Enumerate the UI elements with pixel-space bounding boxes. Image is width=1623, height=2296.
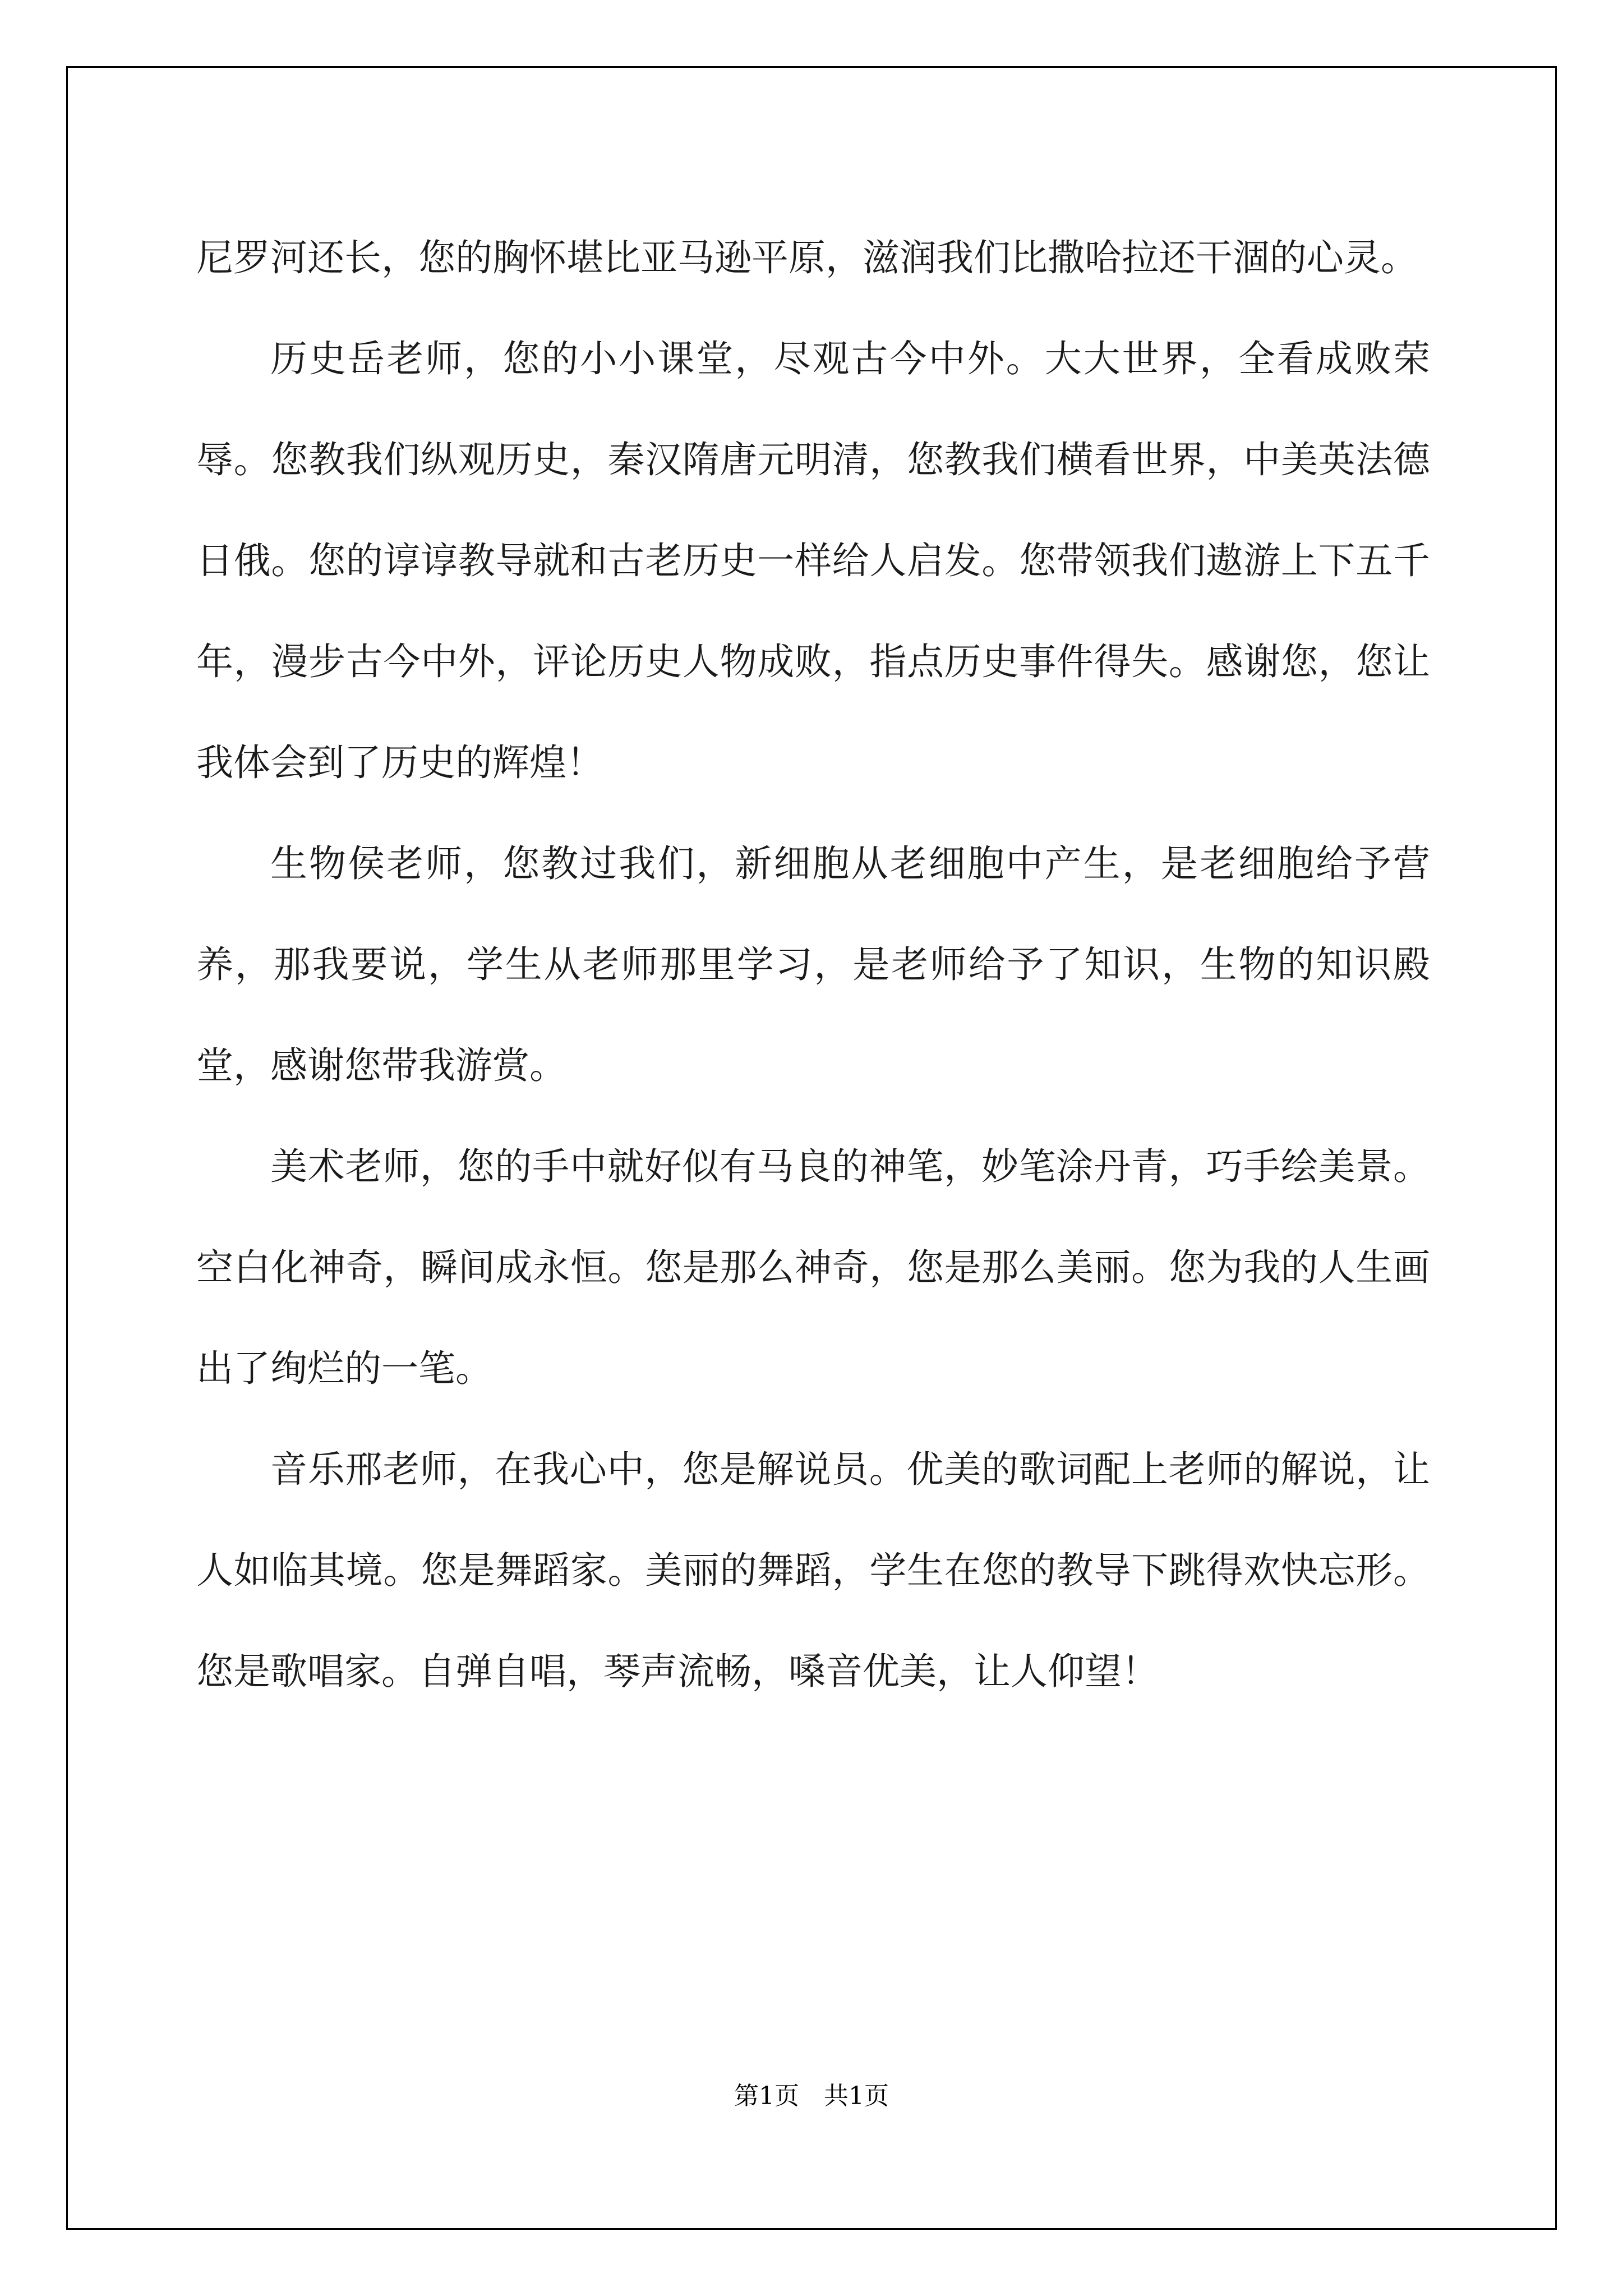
document-body — [196, 208, 1430, 1722]
paragraph-1: 尼罗河还长，您的胸怀堪比亚马逊平原，滋润我们比撒哈拉还干涸的心灵。 — [196, 236, 1418, 279]
paragraph-4: 美术老师，您的手中就好似有马良的神笔，妙笔涂丹青，巧手绘美景。空白化神奇，瞬间成永恒。您是那么神奇，您是那么美丽。您为我的人生画出了绚烂的一笔。 — [196, 1145, 1430, 1390]
paragraph-5: 音乐邢老师，在我心中，您是解说员。优美的歌词配上老师的解说，让人如临其境。您是舞蹈家。美丽的舞蹈，学生在您的教导下跳得欢快忘形。您是歌唱家。自弹自唱，琴声流畅，嗓音优美，让人仰望！ — [196, 1448, 1430, 1693]
paragraph-3: 生物侯老师，您教过我们，新细胞从老细胞中产生，是老细胞给予营养，那我要说，学生从老师那里学习，是老师给予了知识，生物的知识殿堂，感谢您带我游赏。 — [196, 842, 1430, 1087]
paragraph-2: 历史岳老师，您的小小课堂，尽观古今中外。大大世界，全看成败荣辱。您教我们纵观历史，秦汉隋唐元明清，您教我们横看世界，中美英法德日俄。您的谆谆教导就和古老历史一样给人启发。您带领我们遨游上下五千年，漫步古今中外，评论历史人物成败，指点历史事件得失。感谢您，您让我体会到了历史的辉煌！ — [196, 337, 1430, 784]
page-number-footer: 第1页 共1页 — [734, 2082, 889, 2110]
